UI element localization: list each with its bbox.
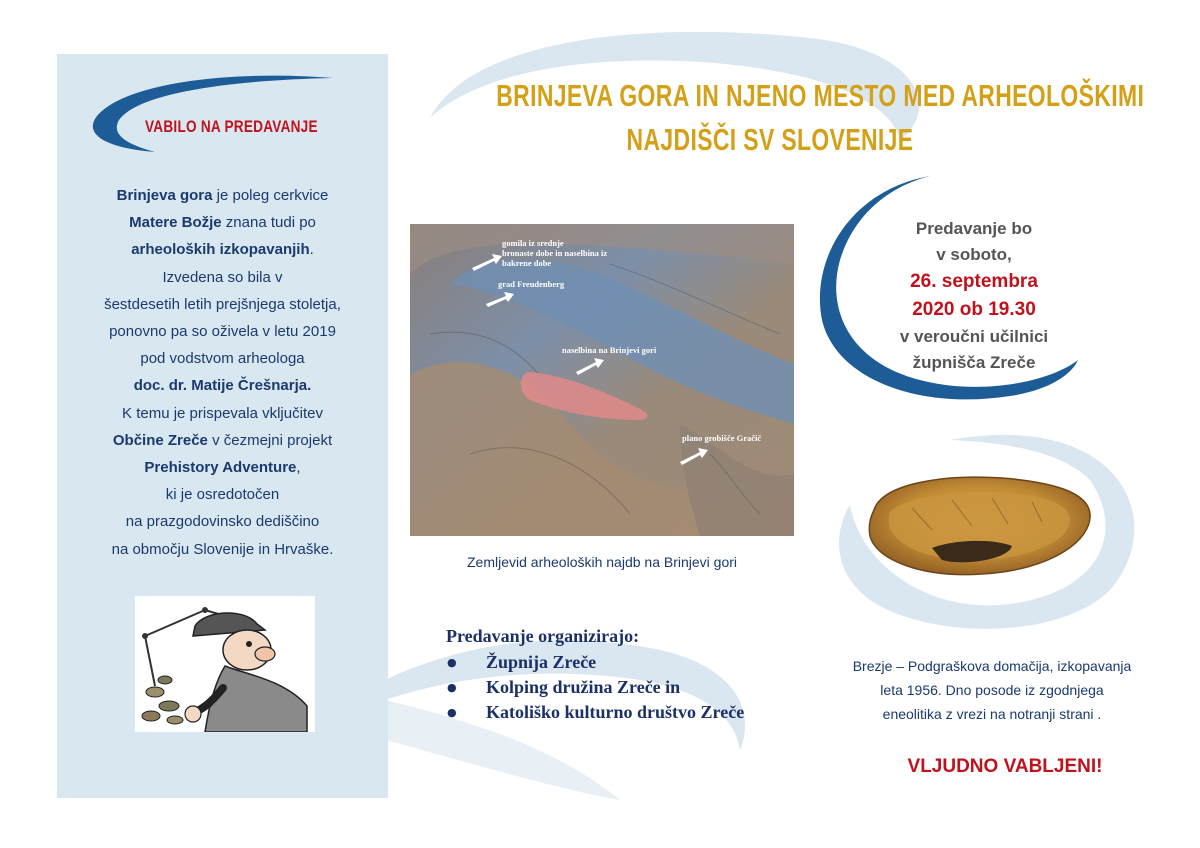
intro-text-segment: v čezmejni projekt	[207, 431, 333, 449]
map-label-gomila-3: bakrene dobe	[502, 258, 552, 268]
bullet-icon: ●	[447, 681, 457, 694]
intro-text-segment: šestdesetih letih prejšnjega stoletja,	[104, 295, 341, 313]
main-title	[400, 74, 1145, 162]
organizer-item	[446, 675, 776, 700]
intro-highlight: Matere Božje	[129, 214, 222, 232]
intro-line	[57, 345, 388, 372]
map-caption: Zemljevid arheoloških najdb na Brinjevi gori	[466, 554, 738, 570]
event-date-1: 26. septembra	[910, 271, 1038, 292]
intro-text-segment: ponovno pa so oživela v letu 2019	[109, 323, 336, 341]
intro-text-segment: .	[309, 241, 314, 259]
event-line-3: v veroučni učilnici	[899, 327, 1049, 346]
intro-line	[57, 264, 388, 291]
invite-swoosh	[85, 72, 335, 152]
intro-line	[57, 236, 388, 263]
intro-text-segment: ,	[296, 459, 301, 477]
intro-highlight: arheoloških izkopavanjih	[131, 241, 310, 259]
intro-text-segment: je poleg cerkvice	[212, 187, 329, 204]
intro-line	[57, 318, 388, 345]
map-label-gomila-1: gomila iz srednje	[502, 238, 564, 248]
event-line-2: v soboto,	[936, 245, 1012, 264]
intro-line	[57, 400, 388, 427]
intro-line	[57, 291, 388, 318]
invitation-title: VABILO NA PREDAVANJE	[145, 117, 318, 136]
intro-text-segment: na območju Slovenije in Hrvaške.	[111, 540, 334, 558]
intro-text-segment: znana tudi po	[221, 214, 316, 232]
event-details	[862, 216, 1086, 376]
organizer-item	[446, 700, 776, 725]
lidar-map-image	[410, 224, 794, 536]
map-label-grad: grad Freudenberg	[498, 279, 565, 289]
intro-highlight: Brinjeva gora	[116, 187, 213, 204]
intro-text-segment: K temu je prispevala vključitev	[122, 404, 323, 422]
event-line-1: Predavanje bo	[915, 219, 1033, 238]
organizers	[446, 624, 776, 725]
pottery-caption-line-3: eneolitika z vrezi na notranji strani .	[882, 706, 1102, 722]
welcome-message: VLJUDNO VABLJENI!	[907, 756, 1103, 777]
intro-line	[57, 209, 388, 236]
intro-line	[57, 536, 388, 563]
pottery-fragment-image	[862, 470, 1094, 580]
organizer-name: Katoliško kulturno društvo Zreče	[486, 702, 745, 722]
intro-line	[57, 508, 388, 535]
intro-line	[57, 182, 388, 209]
organizer-item	[446, 650, 776, 675]
intro-line	[57, 427, 388, 454]
intro-text-segment: ki je osredotočen	[165, 486, 280, 504]
intro-highlight: Prehistory Adventure	[144, 459, 297, 477]
intro-text-segment: Izvedena so bila v	[162, 268, 283, 286]
map-label-naselbina: naselbina na Brinjevi gori	[562, 345, 657, 355]
event-line-4: župnišča Zreče	[912, 353, 1036, 372]
organizer-name: Kolping družina Zreče in	[486, 677, 681, 697]
intro-line	[57, 481, 388, 508]
map-label-grobisce: plano grobišče Gračič	[682, 433, 762, 443]
pottery-caption-line-2: leta 1956. Dno posode iz zgodnjega	[880, 682, 1104, 698]
main-title-line1: BRINJEVA GORA IN NJENO MESTO MED ARHEOLOŠKIMI	[496, 78, 1145, 113]
intro-line	[57, 372, 388, 399]
pottery-caption-line-1: Brezje – Podgraškova domačija, izkopavanja	[852, 658, 1132, 674]
intro-highlight: doc. dr. Matije Črešnarja.	[133, 377, 312, 395]
map-label-gomila-2: bronaste dobe in naselbina iz	[502, 248, 608, 258]
pottery-caption	[812, 654, 1172, 726]
archaeologist-illustration	[135, 596, 315, 732]
bullet-icon: ●	[447, 656, 457, 669]
intro-text-segment: pod vodstvom arheologa	[140, 350, 305, 368]
left-info-panel	[57, 54, 388, 798]
intro-line	[57, 454, 388, 481]
intro-text	[57, 182, 388, 563]
organizer-name: Župnija Zreče	[486, 652, 597, 672]
bullet-icon: ●	[447, 706, 457, 719]
intro-highlight: Občine Zreče	[112, 431, 208, 449]
organizers-heading: Predavanje organizirajo:	[446, 626, 640, 646]
intro-text-segment: na prazgodovinsko dediščino	[125, 513, 320, 531]
event-date-2: 2020 ob 19.30	[912, 299, 1036, 320]
organizers-list	[446, 650, 776, 725]
main-title-line2: NAJDIŠČI SV SLOVENIJE	[626, 122, 914, 157]
